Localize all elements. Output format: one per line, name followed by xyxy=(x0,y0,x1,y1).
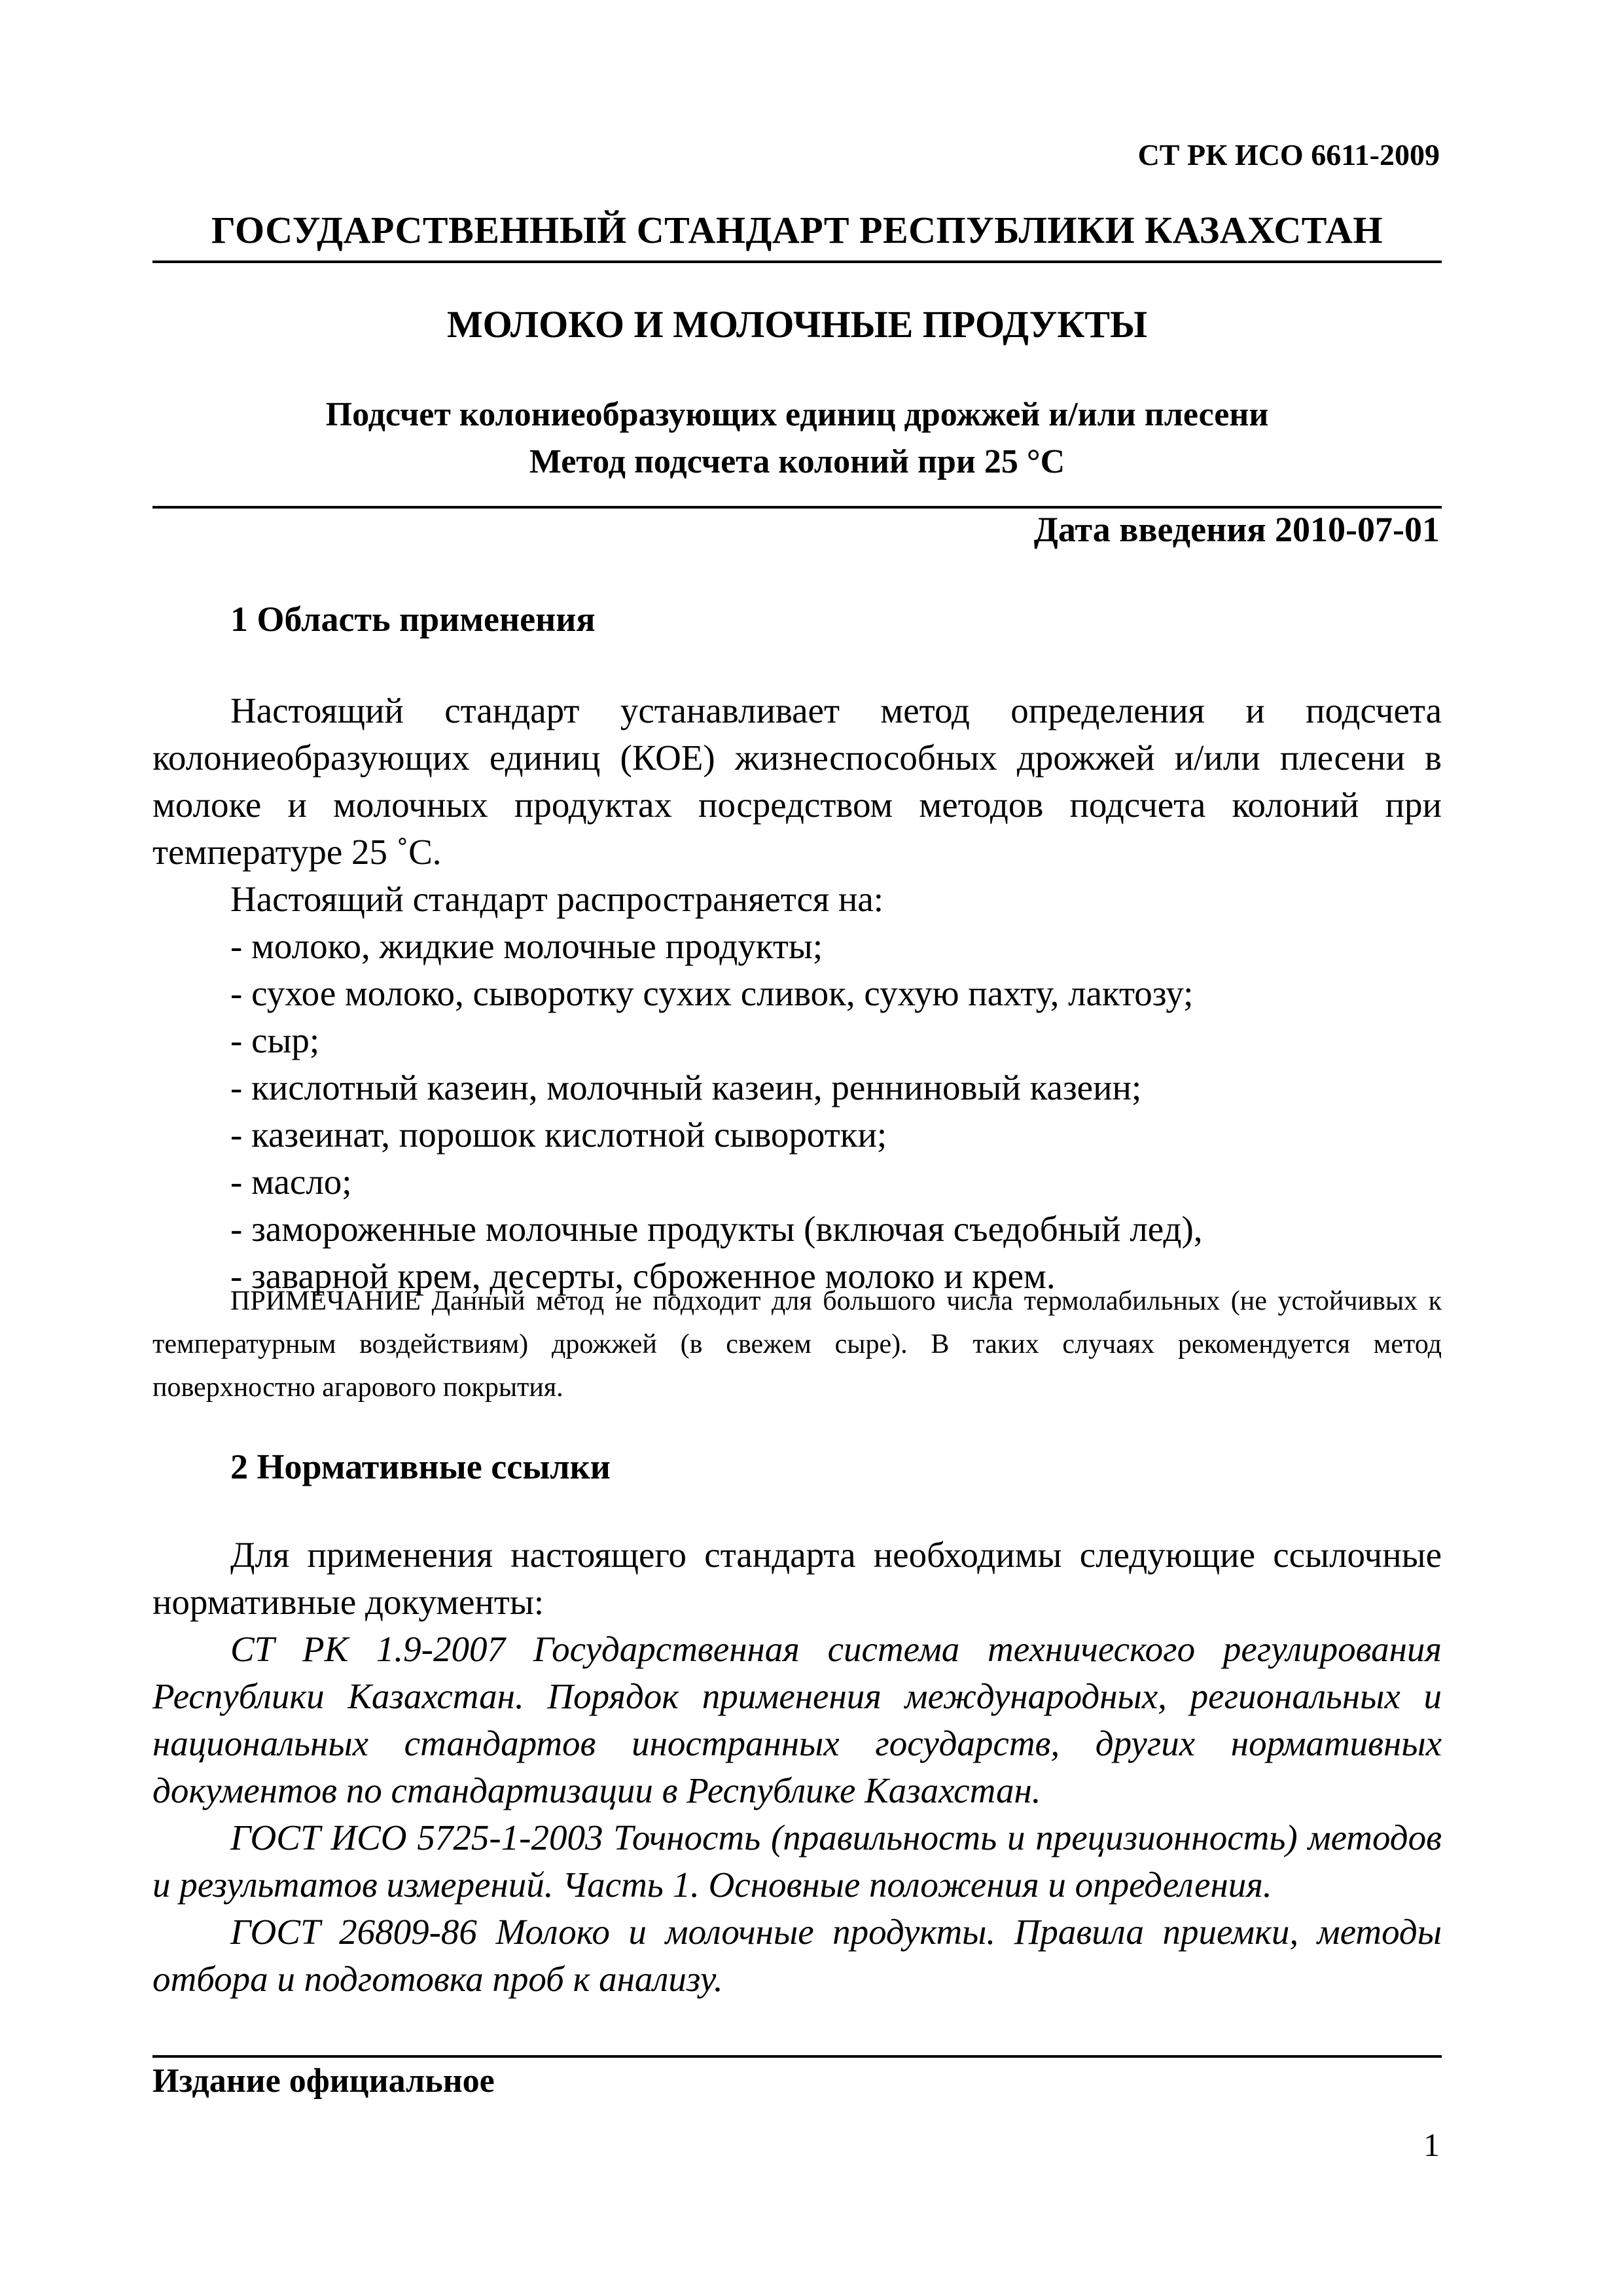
list-item: - сыр; xyxy=(230,1020,320,1060)
references-intro: Для применения настоящего стандарта необходимы следующие ссылочные нормативные документы: xyxy=(152,1535,1442,1622)
reference-item: СТ РК 1.9-2007 Государственная система технического регулирования Республики Казахстан. Порядок применения международных, региональных и национальных стандартов иностранных государств, других нормативных документов по стандартизации в Республике Казахстан. xyxy=(152,1629,1442,1810)
main-title: МОЛОКО И МОЛОЧНЫЕ ПРОДУКТЫ xyxy=(446,303,1148,346)
applies-to-paragraph: Настоящий стандарт распространяется на: xyxy=(230,879,884,919)
footer-divider xyxy=(152,2055,1442,2058)
section-1-heading: 1 Область применения xyxy=(230,600,596,639)
note-text: ПРИМЕЧАНИЕ Данный метод не подходит для большого числа термолабильных (не устойчивых к температурным воздействиям) дрожжей (в свежем сыре). В таких случаях рекомендуется метод поверхностно агарового покрытия. xyxy=(152,1286,1442,1403)
list-item: - кислотный казеин, молочный казеин, ренниновый казеин; xyxy=(230,1067,1142,1107)
scope-paragraph: Настоящий стандарт устанавливает метод определения и подсчета колониеобразующих единиц (КОЕ) жизнеспособных дрожжей и/или плесени в молоке и молочных продуктах посредством методов подсчета колоний при температуре 25 ˚С. xyxy=(152,691,1442,872)
header-divider xyxy=(152,260,1442,263)
reference-item: ГОСТ ИСО 5725-1-2003 Точность (правильность и прецизионность) методов и результатов измерений. Часть 1. Основные положения и определения. xyxy=(152,1818,1442,1905)
section-2-heading: 2 Нормативные ссылки xyxy=(230,1447,611,1486)
list-item: - заварной крем, десерты, сброженное молоко и крем. xyxy=(230,1256,1056,1296)
title-divider xyxy=(152,506,1442,509)
edition-label: Издание официальное xyxy=(152,2062,495,2100)
intro-date: Дата введения 2010-07-01 xyxy=(1033,510,1440,549)
section-1-body xyxy=(152,687,1442,1300)
subtitle-line-1: Подсчет колониеобразующих единиц дрожжей и/или плесени xyxy=(325,396,1269,433)
state-standard-title: ГОСУДАРСТВЕННЫЙ СТАНДАРТ РЕСПУБЛИКИ КАЗАХСТАН xyxy=(211,209,1383,251)
list-item: - казеинат, порошок кислотной сыворотки; xyxy=(230,1115,887,1155)
subtitle-line-2: Метод подсчета колоний при 25 °С xyxy=(529,443,1065,480)
note-block xyxy=(152,1280,1442,1409)
subtitle xyxy=(152,391,1442,486)
section-2-body xyxy=(152,1532,1442,2003)
references-list xyxy=(152,1626,1442,2003)
list-item: - молоко, жидкие молочные продукты; xyxy=(230,926,823,966)
list-item: - масло; xyxy=(230,1162,352,1202)
page-number: 1 xyxy=(1423,2126,1440,2163)
standard-code: СТ РК ИСО 6611-2009 xyxy=(1137,138,1440,171)
list-item: - сухое молоко, сыворотку сухих сливок, сухую пахту, лактозу; xyxy=(230,973,1194,1013)
list-item: - замороженные молочные продукты (включая съедобный лед), xyxy=(230,1209,1203,1249)
reference-item: ГОСТ 26809-86 Молоко и молочные продукты. Правила приемки, методы отбора и подготовка проб к анализу. xyxy=(152,1912,1442,1999)
